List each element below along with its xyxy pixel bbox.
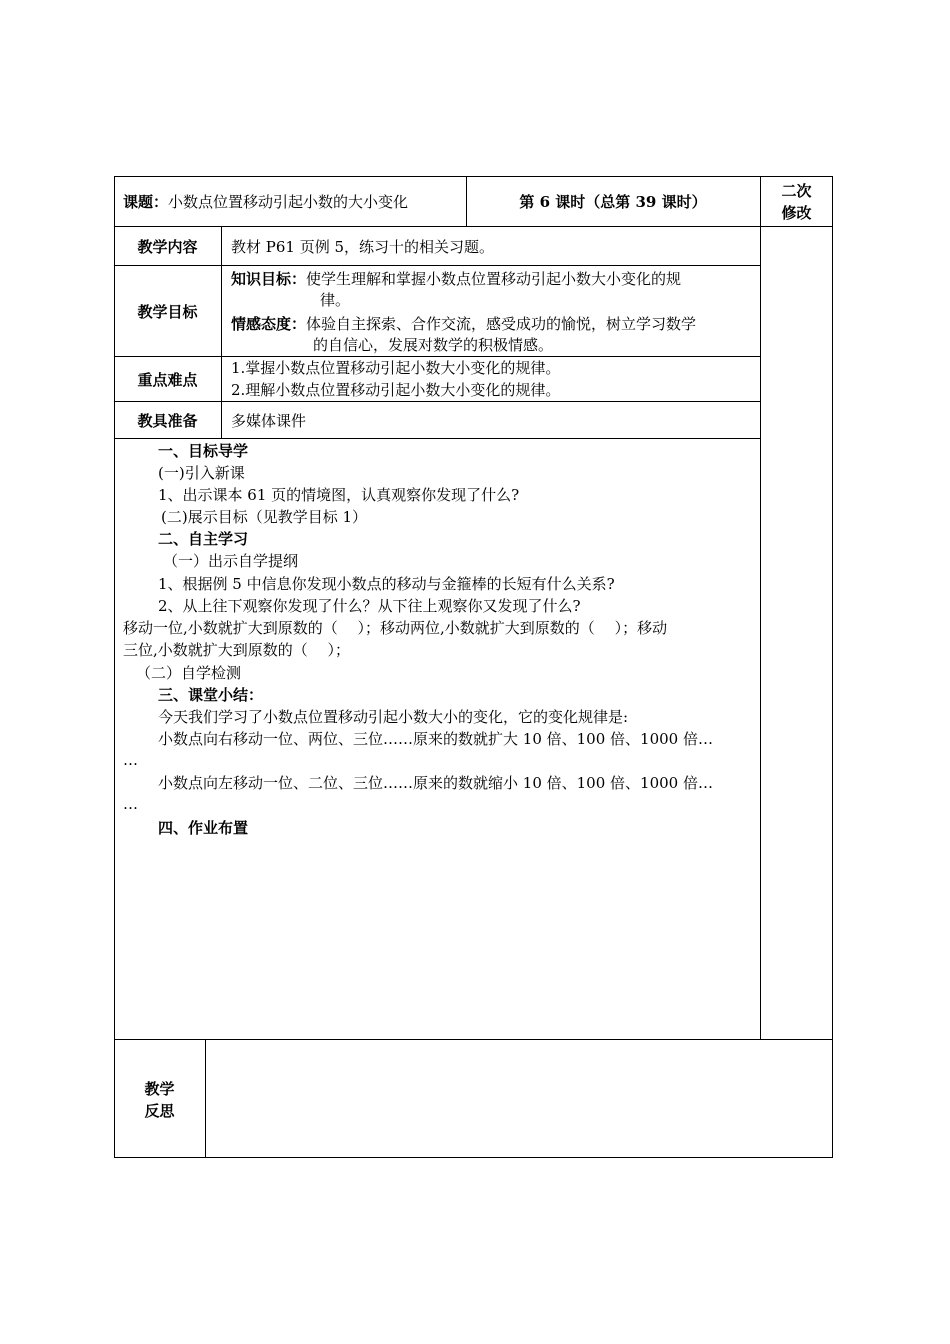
attitude-goal-label: 情感态度： [231, 315, 307, 333]
section-2-item-2: 2、从上往下观察你发现了什么？从下往上观察你又发现了什么? [158, 597, 581, 615]
row-divider [114, 265, 761, 266]
row-divider [114, 356, 761, 357]
goals-label: 教学目标 [137, 303, 198, 321]
lesson-number: 第 6 课时（总第 39 课时） [519, 193, 707, 211]
topic-label: 课题： [123, 193, 169, 211]
section-3-rule-2-cont: … [123, 795, 138, 813]
section-1-item-1: 1、出示课本 61 页的情境图，认真观察你发现了什么? [158, 486, 520, 504]
table-border-left [114, 176, 115, 1158]
section-2-sub-b: （二）自学检测 [136, 664, 242, 682]
section-2-fill-line-2: 三位,小数就扩大到原数的（ ）； [123, 641, 351, 659]
table-border-bottom [114, 1157, 833, 1158]
section-2-title: 二、自主学习 [158, 530, 249, 548]
content-label: 教学内容 [137, 238, 198, 256]
key-point-1: 1.掌握小数点位置移动引起小数大小变化的规律。 [231, 359, 561, 377]
section-4-title: 四、作业布置 [158, 819, 249, 837]
reflection-label-line1: 教学 [144, 1080, 175, 1098]
content-value: 教材 P61 页例 5，练习十的相关习题。 [231, 238, 495, 256]
reflection-content-area [206, 1040, 832, 1157]
knowledge-goal-label: 知识目标： [231, 270, 307, 288]
row-divider [114, 438, 761, 439]
section-3-rule-1: 小数点向右移动一位、两位、三位……原来的数就扩大 10 倍、100 倍、1000 倍… [158, 730, 713, 748]
knowledge-goal-text: 使学生理解和掌握小数点位置移动引起小数大小变化的规 [306, 270, 682, 288]
attitude-goal-text-cont: 的自信心，发展对数学的积极情感。 [313, 336, 554, 354]
section-3-rule-1-cont: … [123, 751, 138, 769]
key-point-2: 2.理解小数点位置移动引起小数大小变化的规律。 [231, 381, 561, 399]
section-1-title: 一、目标导学 [158, 442, 249, 460]
table-border-top [114, 176, 833, 177]
revision-label-line2: 修改 [781, 204, 812, 222]
section-1-sub-a: (一)引入新课 [158, 464, 245, 482]
section-2-sub-a: （一）出示自学提纲 [163, 552, 299, 570]
knowledge-goal-text-cont: 律。 [320, 291, 351, 309]
row-divider [114, 401, 761, 402]
attitude-goal-text: 体验自主探索、合作交流，感受成功的愉悦，树立学习数学 [306, 315, 697, 333]
topic-value: 小数点位置移动引起小数的大小变化 [168, 193, 409, 211]
section-2-item-1: 1、根据例 5 中信息你发现小数点的移动与金箍棒的长短有什么关系? [158, 575, 615, 593]
attitude-goal [231, 314, 696, 334]
tools-label: 教具准备 [137, 412, 198, 430]
section-3-intro: 今天我们学习了小数点位置移动引起小数大小的变化，它的变化规律是: [158, 708, 629, 726]
section-1-sub-b: (二)展示目标（见教学目标 1） [161, 508, 368, 526]
section-3-title: 三、课堂小结： [158, 686, 264, 704]
table-border-right [832, 176, 833, 1158]
topic [123, 192, 408, 212]
section-2-fill-line-1: 移动一位,小数就扩大到原数的（ ）；移动两位,小数就扩大到原数的（ ）；移动 [123, 619, 668, 637]
tools-value: 多媒体课件 [231, 412, 307, 430]
reflection-label-line2: 反思 [144, 1102, 175, 1120]
section-3-rule-2: 小数点向左移动一位、二位、三位……原来的数就缩小 10 倍、100 倍、1000 倍… [158, 774, 713, 792]
revision-label-line1: 二次 [781, 182, 812, 200]
column-divider [221, 226, 222, 438]
knowledge-goal [231, 269, 681, 289]
key-points-label: 重点难点 [137, 371, 198, 389]
column-divider [760, 176, 761, 1040]
